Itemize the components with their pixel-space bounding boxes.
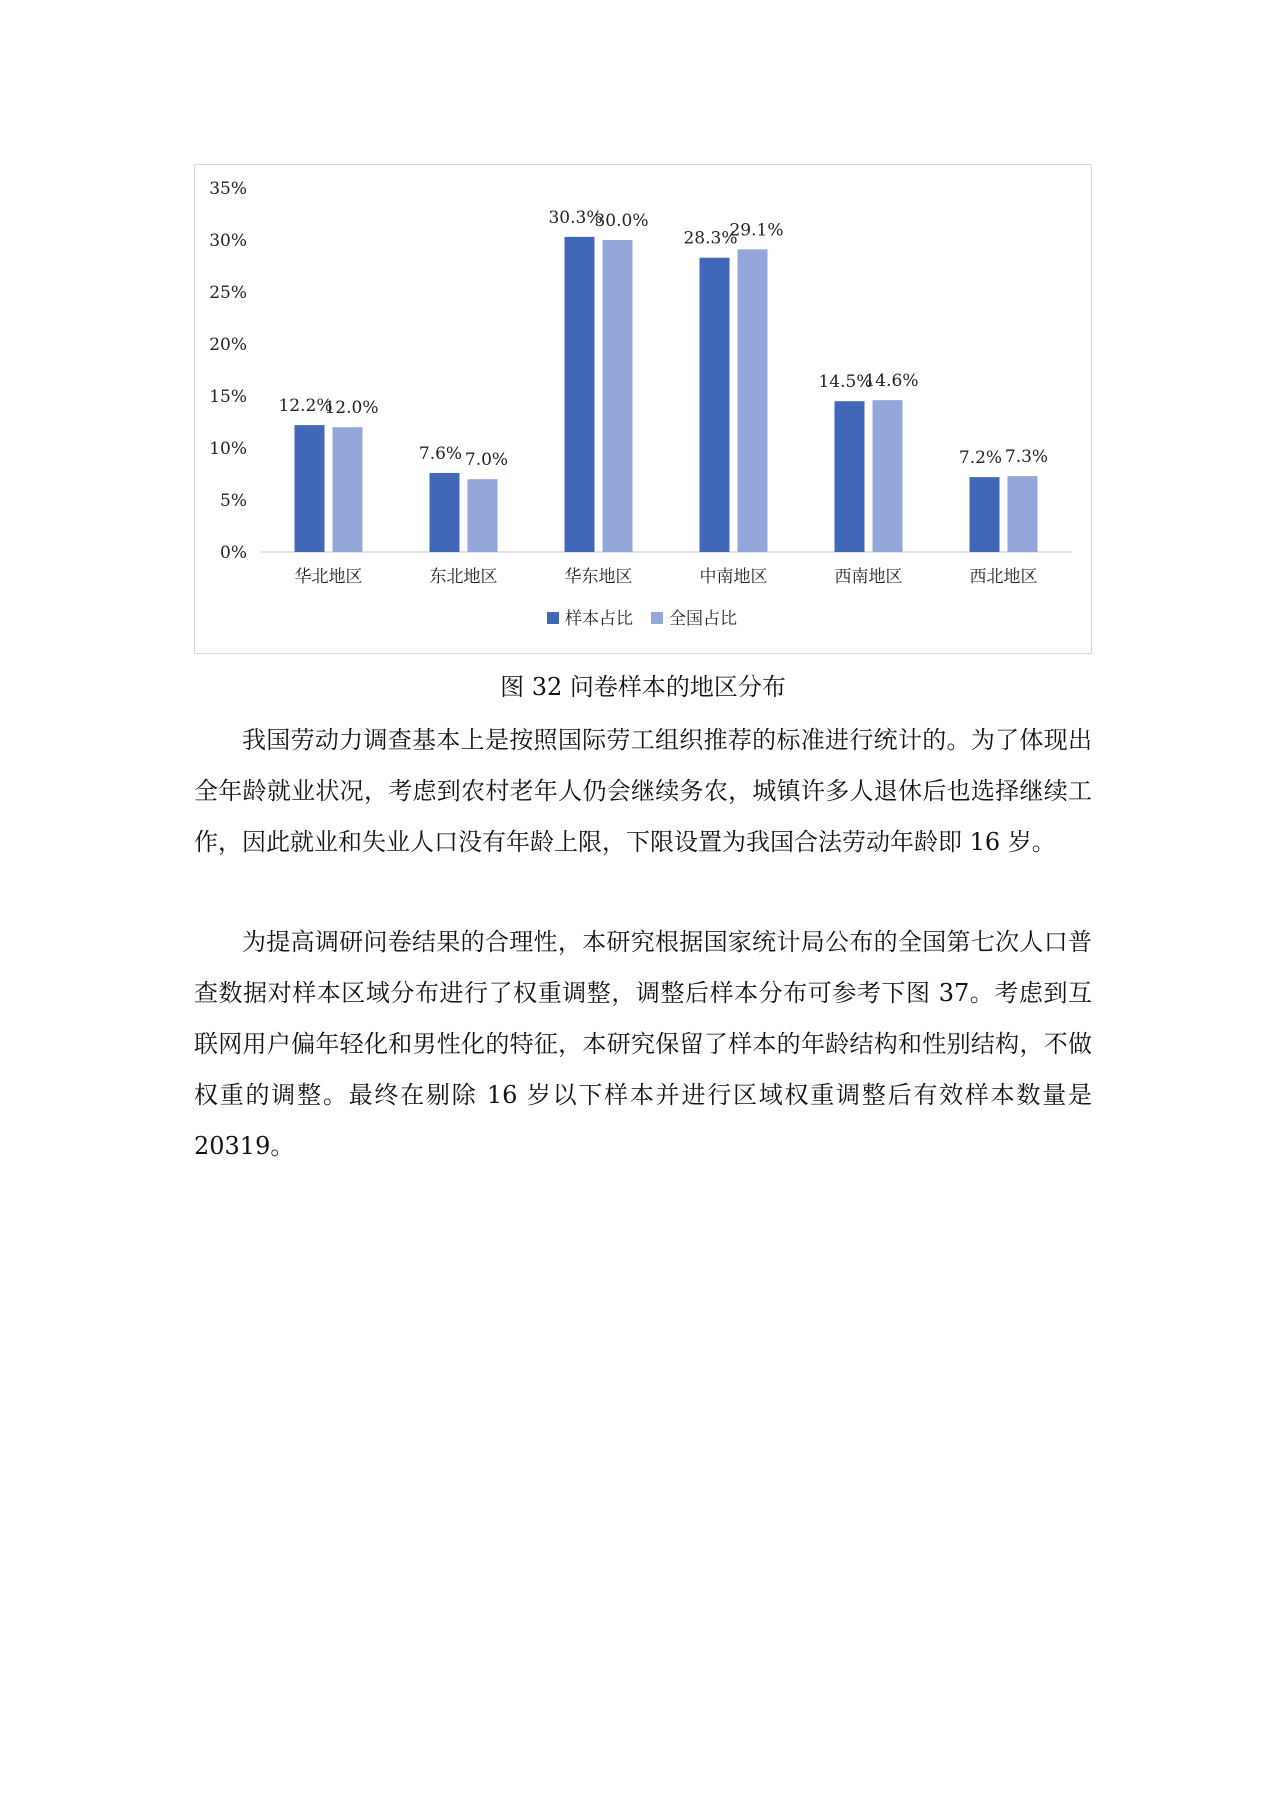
y-tick-label: 15% [209,387,247,407]
bar-national [603,240,633,552]
region-distribution-chart [194,164,1092,654]
x-tick-label: 西北地区 [969,567,1038,587]
data-label: 14.5% [818,372,873,393]
y-tick-label: 10% [209,439,247,459]
bar-national [1008,476,1038,552]
x-tick-label: 东北地区 [429,567,498,587]
bar-national [738,249,768,552]
data-label: 7.0% [464,450,509,471]
bar-national [468,479,498,552]
data-label: 28.3% [683,228,738,249]
x-tick-label: 中南地区 [699,567,768,587]
y-tick-label: 20% [209,335,247,355]
data-label: 29.1% [729,220,784,241]
y-tick-label: 30% [209,231,247,251]
data-label: 30.3% [548,207,603,228]
y-tick-label: 0% [220,543,247,563]
data-label: 7.6% [418,443,463,464]
x-tick-label: 华北地区 [294,567,363,587]
x-tick-label: 西南地区 [834,567,903,587]
bar-sample [295,425,325,552]
bar-national [333,427,363,552]
legend-swatch-sample [547,612,559,624]
body-paragraph-1: 我国劳动力调查基本上是按照国际劳工组织推荐的标准进行统计的。为了体现出全年龄就业状况，考虑到农村老年人仍会继续务农，城镇许多人退休后也选择继续工作，因此就业和失业人口没有年龄上限，下限设置为我国合法劳动年龄即 16 岁。 [194,726,1092,856]
legend-swatch-national [651,612,663,624]
data-label: 14.6% [864,371,919,392]
legend-label: 全国占比 [669,609,737,629]
data-label: 12.2% [278,396,333,417]
data-label: 12.0% [324,398,379,419]
body-paragraph-2: 为提高调研问卷结果的合理性，本研究根据国家统计局公布的全国第七次人口普查数据对样本区域分布进行了权重调整，调整后样本分布可参考下图 37。考虑到互联网用户偏年轻化和男性化的特征，本研究保留了样本的年龄结构和性别结构，不做权重的调整。最终在剔除 16 岁以下样本并进行区域权重调整后有效样本数量是 20319。 [194,928,1092,1160]
data-label: 7.2% [958,448,1003,469]
bar-sample [565,237,595,552]
data-label: 30.0% [594,211,649,231]
bar-sample [970,477,1000,552]
bar-national [873,400,903,552]
x-tick-label: 华东地区 [564,567,633,587]
legend-label: 样本占比 [565,609,633,629]
y-tick-label: 5% [220,491,247,511]
bar-sample [835,401,865,552]
y-tick-label: 25% [209,283,247,303]
figure-caption: 图 32 问卷样本的地区分布 [500,673,786,701]
data-label: 7.3% [1004,447,1049,468]
bar-sample [430,473,460,552]
bar-sample [700,258,730,552]
bar-chart-svg [195,165,1093,655]
y-tick-label: 35% [209,179,247,199]
